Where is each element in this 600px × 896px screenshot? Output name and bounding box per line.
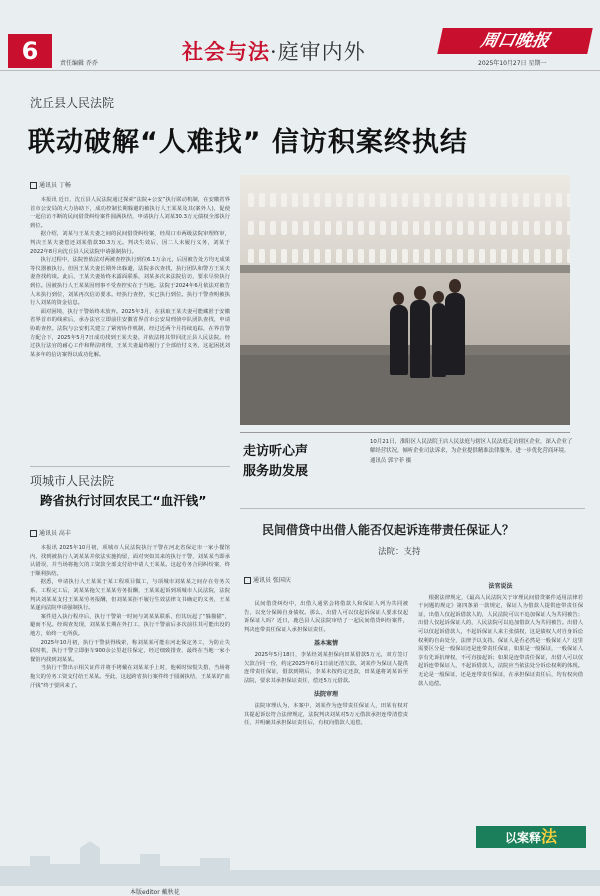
spool-decoration: [358, 193, 364, 207]
lead-court-name: 沈丘县人民法院: [30, 96, 115, 110]
spool-decoration: [347, 249, 353, 263]
spool-decoration: [545, 249, 551, 263]
news-photo: [240, 175, 570, 425]
spool-decoration: [314, 249, 320, 263]
spool-decoration: [380, 221, 386, 235]
lead-byline: [30, 180, 71, 189]
spool-decoration: [512, 193, 518, 207]
left-paragraph: 本报讯 2025年10月初，项城市人民法院执行干警在河北省保定市一家小餐馆内，找到被执行人刘某某并依法实施拘留，面对突如其来的执行干警，刘某某当即承认错误，并当场将拖欠的工资款全部支付给申请人王某某。这起劳务合同纠纷案，终于顺利执结。: [30, 545, 230, 577]
spool-decoration: [259, 221, 265, 235]
page-number: 6: [21, 37, 39, 65]
right-subheadline: 法院：支持: [378, 547, 421, 557]
spool-decoration: [446, 221, 452, 235]
left-story-divider: [30, 466, 230, 467]
spool-decoration: [468, 193, 474, 207]
spool-decoration: [336, 249, 342, 263]
right-story-divider: [240, 508, 585, 509]
lead-headline: 联动破解“人难找” 信访积案终执结: [28, 127, 468, 158]
lead-paragraph: 本报讯 近日，沈丘县人民法院通过探索“法院+公安”执行联动机制，在安徽省界首市公安局的大力协助下，成功控制长期躲避的被执行人王某某及其(案外人)，促使一起信访不断的民间借贷纠纷案件圆满执结，申请执行人刘某30.3万元债权全部执行到位。: [30, 197, 230, 229]
footer-editor: 本版editor 戴秋花: [130, 889, 180, 896]
left-paragraph: 案件进入执行程序后，执行干警第一时间与刘某某联系，但其玩起了“躲猫猫”，避而不见。经调查发现，刘某某长期在外打工，执行干警前后多次前往其可能出没的地方，始终一无所获。: [30, 613, 230, 637]
spool-decoration: [468, 249, 474, 263]
spool-decoration: [534, 193, 540, 207]
spool-decoration: [424, 221, 430, 235]
spool-decoration: [270, 193, 276, 207]
spool-decoration: [567, 249, 570, 263]
lead-paragraph: 据介绍，刘某与王某夫妻之间的民间借贷纠纷案，经周口市两级法院审理终审，判决王某夫妻偿还刘某借款30.3万元。判决生效后，因二人未履行义务，刘某于2022年8月向沈丘县人民法院申请强制执行。: [30, 231, 230, 255]
byline-box-icon: [30, 182, 37, 189]
right-col1: [244, 600, 408, 728]
left-byline-text: 通讯员 高丰: [39, 530, 71, 537]
spool-decoration: [556, 193, 562, 207]
spool-decoration: [457, 249, 463, 263]
left-paragraph: 当执行干警出示相关证件并将手铐戴在刘某某手上时，他顿时惊慌失措，当场将拖欠的劳务工资支付给王某某。至此，这起跨省执行案件终于圆满执结，王某某的“血汗钱”终于要回来了。: [30, 665, 230, 689]
ruling-text: 法院审理认为，本案中，刘某作为连带责任保证人，田某有权对其提起诉讼符合法律规定，法院判决刘某对5万元借款承担连带清偿责任，并明确其承担保证责任后，有权向借款人追偿。: [244, 702, 408, 727]
spool-decoration: [303, 249, 309, 263]
spool-decoration: [325, 249, 331, 263]
spool-decoration: [369, 249, 375, 263]
photo-title: [243, 442, 308, 482]
spool-decoration: [314, 221, 320, 235]
ruling-heading: 法院审理: [313, 691, 338, 699]
spool-decoration: [347, 193, 353, 207]
spool-decoration: [567, 221, 570, 235]
spool-decoration: [358, 249, 364, 263]
spool-decoration: [336, 221, 342, 235]
date-line: 2025年10月27日 星期一: [478, 60, 547, 67]
commentary-text: 根据法律规定，《最高人民法院关于审理民间借贷案件适用法律若干问题的规定》第四条第一款规定，保证人为借款人提供连带责任保证，出借人仅起诉借款人的，人民法院可以不追加保证人为共同被告；出借人仅起诉保证人的，人民法院可以追加借款人为共同被告。出借人可以仅起诉借款人，不起诉保证人来主张债权，这是债权人对自身诉讼权利的自由处分，法律予以支持。保证人是否必然是一般保证人？这里需要区分是一般保证还是连带责任保证，如果是一般保证，一般保证人享有先诉抗辩权，不可直接起诉；如果是连带责任保证，出借人可以仅起诉连带保证人，不起诉借款人，法院应当依法处分诉讼权利的体现。无论是一般保证，还是连带责任保证，在承担保证责任后，均有权向借款人追偿。: [418, 594, 583, 687]
spool-decoration: [325, 193, 331, 207]
section-title-sub: ·庭审内外: [270, 40, 366, 64]
photo-caption-divider: [240, 432, 570, 433]
photo-caption-text: 10月21日，淮阳区人民法院王店人民法庭与辖区人民法庭走访辖区企业，深入企业了解经营状况，倾听企业司法诉求，为企业提供精准法律服务，进一步优化营商环境。: [370, 439, 573, 455]
spool-decoration: [248, 193, 254, 207]
spool-decoration: [545, 221, 551, 235]
spool-decoration: [391, 221, 397, 235]
right-headline: 民间借贷中出借人能否仅起诉连带责任保证人？: [262, 523, 515, 537]
left-paragraph: 2025年10月初，执行干警获得线索，称刘某某可能在河北保定务工，为防止失联时机，执行干警立即驱车900余公里赶往保定，经过细致排查，最终在当地一家小餐馆内找到刘某某。: [30, 639, 230, 663]
spool-decoration: [248, 221, 254, 235]
spool-decoration: [424, 193, 430, 207]
spool-decoration: [292, 249, 298, 263]
header-divider: [0, 70, 600, 71]
spool-decoration: [281, 193, 287, 207]
left-court-name: 项城市人民法院: [30, 474, 115, 488]
photo-title-line1: 走访听心声: [243, 444, 309, 459]
facts-heading: 基本案情: [313, 640, 338, 648]
commentary-heading: 法官说法: [488, 583, 513, 590]
spool-decoration: [523, 221, 529, 235]
law-badge: [476, 826, 586, 848]
spool-decoration: [501, 193, 507, 207]
spool-decoration: [501, 249, 507, 263]
spool-decoration: [248, 249, 254, 263]
spool-decoration: [402, 221, 408, 235]
spool-decoration: [292, 221, 298, 235]
spool-decoration: [413, 221, 419, 235]
spool-decoration: [556, 249, 562, 263]
spool-decoration: [523, 193, 529, 207]
spool-decoration: [490, 249, 496, 263]
section-title: [182, 36, 366, 66]
right-byline-text: 通讯员 张国庆: [253, 577, 291, 584]
spool-decoration: [369, 193, 375, 207]
photo-title-line2: 服务助发展: [243, 464, 309, 479]
masthead-logo: 周口晚报: [437, 28, 593, 54]
spool-decoration: [259, 193, 265, 207]
facts-text: 2025年5月18日，李某经刘某担保向田某借款5万元，双方签订欠款合同一份，约定2025年6月1日前还清欠款。刘某作为保证人提供连带责任保证，借款到期后，李某未按约定还款，田某遂将刘某诉至法院，要求其承担保证责任，偿还5万元借款。: [244, 651, 408, 684]
law-badge-prefix: 以案释: [504, 831, 541, 845]
spool-decoration: [446, 193, 452, 207]
spool-decoration: [347, 221, 353, 235]
lead-paragraph: 执行过程中，法院曾依法对两被查控执行到位6.1万余元，后因被告处方均无成果等仪器被执行。但因王某夫妻长期外出躲避，法院多次查找，执行团队和警方王某夫妻查找约谈。此后，王某夫妻始终未露面联系，刘某多次来法院信访，要求尽快执行到位。因被执行人王某某因刑事不受查控实在于当地。法院于2024年6月依法对被告人未执行到位，刘某再次信访要求。经执行查控，实已执行到位。执行干警查明被执行人刘某的资金信息。: [30, 257, 230, 307]
spool-decoration: [512, 221, 518, 235]
spool-decoration: [435, 193, 441, 207]
spool-decoration: [479, 249, 485, 263]
left-body: [30, 544, 230, 690]
spool-decoration: [490, 221, 496, 235]
spool-decoration: [292, 193, 298, 207]
spool-decoration: [358, 221, 364, 235]
left-paragraph: 据悉，申请执行人王某某于某工程项目做工，与项城市刘某某之间存在劳务关系，工程完工后，刘某某拖欠王某某劳务报酬，王某某起诉到项城市人民法院，法院判决刘某某支付王某某劳务报酬，但刘某某拒不履行生效法律文书确定的义务，王某某遂向法院申请强制执行。: [30, 579, 230, 612]
right-col2: [418, 583, 583, 688]
lead-paragraph: 面对困境，执行干警始终未放弃。2025年3月，在获取王某夫妻可能藏匿于安徽省界首市的线索后，承办法官立即前往安徽省界首市公安局刑侦中队团队查找，申请协助查控。法院与公安机关建立了紧密协作机制，经过近两个月持续追踪，在界首警方配合下，2025年5月7日成功找到王某夫妻。并依法将其带回沈丘县人民法院。经过执行法官的耐心工作和释法明理，王某夫妻最终履行了全部给付义务，这起困扰刘某多年的信访案得以成功化解。: [30, 308, 230, 358]
spool-decoration: [402, 249, 408, 263]
spool-decoration: [391, 249, 397, 263]
spool-decoration: [523, 249, 529, 263]
spool-decoration: [501, 221, 507, 235]
right-byline: [244, 575, 291, 584]
spool-decoration: [479, 221, 485, 235]
spool-decoration: [534, 249, 540, 263]
spool-decoration: [512, 249, 518, 263]
spool-decoration: [413, 249, 419, 263]
spool-decoration: [479, 193, 485, 207]
spool-decoration: [303, 193, 309, 207]
spool-decoration: [457, 193, 463, 207]
spool-decoration: [435, 249, 441, 263]
spool-decoration: [556, 221, 562, 235]
spool-decoration: [534, 221, 540, 235]
spool-decoration: [281, 221, 287, 235]
spool-decoration: [391, 193, 397, 207]
spool-decoration: [281, 249, 287, 263]
spool-decoration: [567, 193, 570, 207]
spool-decoration: [424, 249, 430, 263]
spool-decoration: [457, 221, 463, 235]
spool-decoration: [303, 221, 309, 235]
spool-decoration: [270, 249, 276, 263]
byline-box-icon: [244, 577, 251, 584]
law-badge-char: 法: [541, 827, 558, 846]
spool-decoration: [325, 221, 331, 235]
spool-decoration: [435, 221, 441, 235]
spool-decoration: [336, 193, 342, 207]
spool-decoration: [380, 249, 386, 263]
spool-decoration: [314, 193, 320, 207]
spool-decoration: [369, 221, 375, 235]
spool-decoration: [468, 221, 474, 235]
right-intro: 民间借贷纠纷中，出借人通常会将借款人和保证人列为共同被告，以充分保障自身债权。那么，出借人可以仅起诉保证人要求仅起诉保证人吗？近日，鹿邑县人民法院审结了一起民间借贷纠纷案件，判决连带责任保证人承担保证责任。: [244, 601, 408, 633]
spool-decoration: [402, 193, 408, 207]
left-byline: [30, 528, 71, 537]
spool-decoration: [270, 221, 276, 235]
spool-decoration: [380, 193, 386, 207]
photo-caption-credit: 通讯员 郭宇菲 摄: [370, 457, 412, 464]
photo-caption: [370, 438, 575, 466]
section-title-main: 社会与法: [182, 39, 270, 64]
lead-byline-text: 通讯员 丁畅: [39, 182, 71, 189]
editor-line: 责任编辑 乔乔: [60, 60, 98, 67]
lead-body: [30, 196, 230, 359]
spool-decoration: [545, 193, 551, 207]
spool-decoration: [259, 249, 265, 263]
byline-box-icon: [30, 530, 37, 537]
spool-decoration: [490, 193, 496, 207]
left-headline: 跨省执行讨回农民工“血汗钱”: [40, 493, 207, 508]
spool-decoration: [413, 193, 419, 207]
spool-decoration: [446, 249, 452, 263]
